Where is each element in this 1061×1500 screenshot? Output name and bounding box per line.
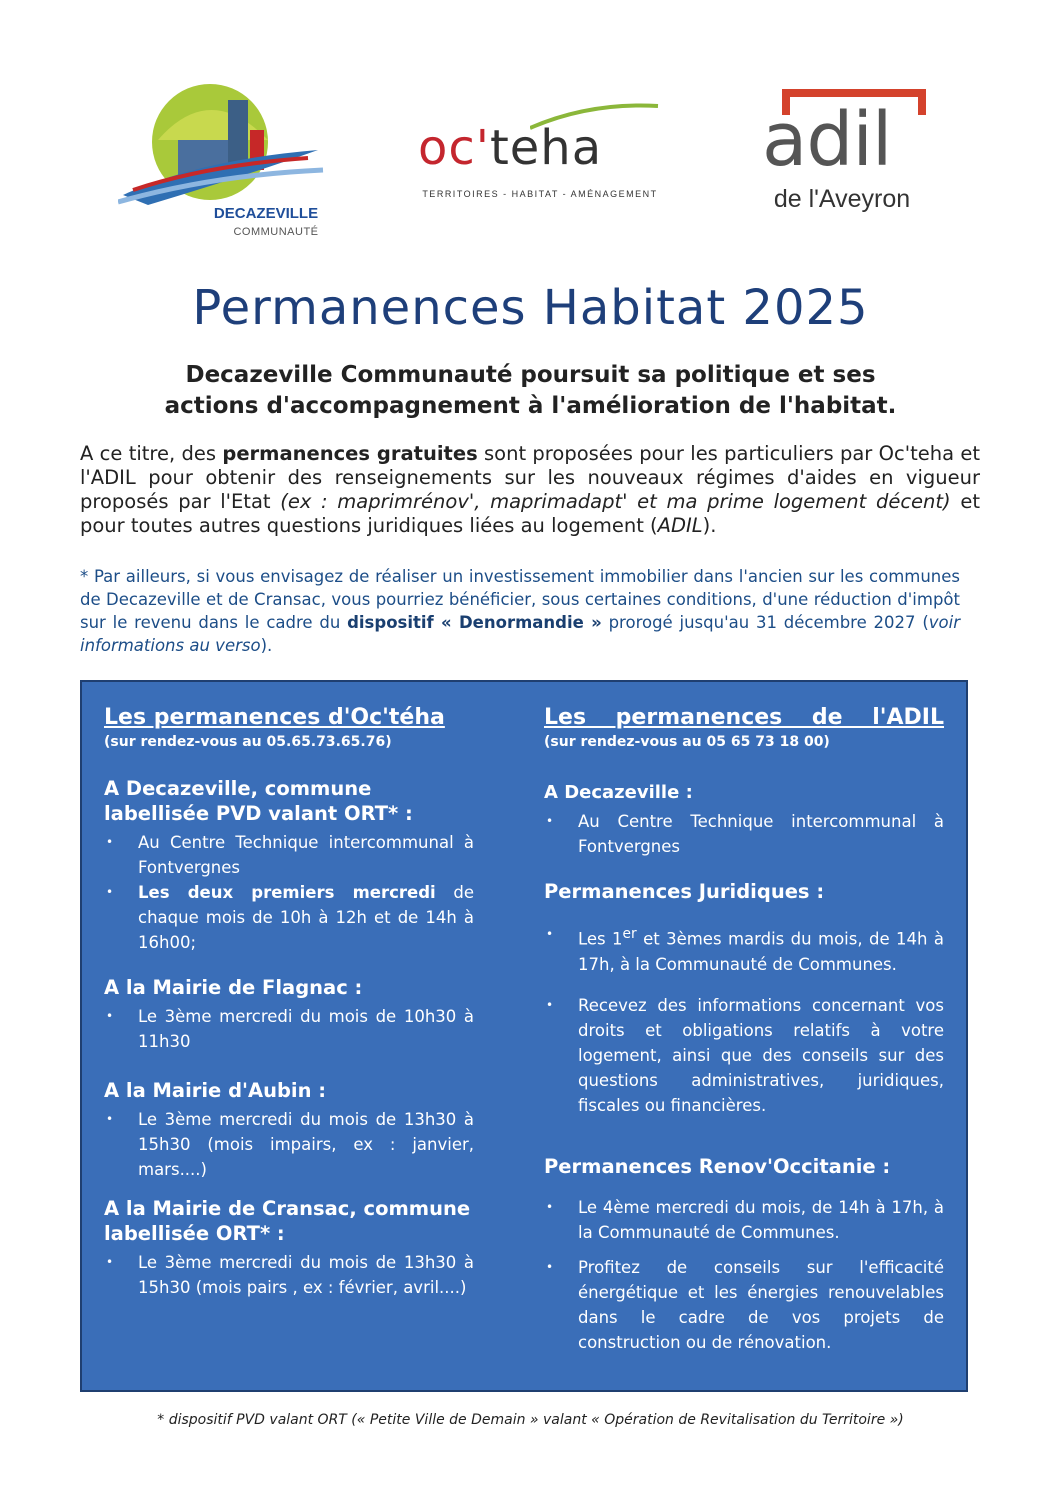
item-text: et 3èmes mardis du mois, de 14h à 17h, à la Communauté de Communes.: [578, 929, 944, 974]
adil-phone: (sur rendez-vous au 05 65 73 18 00): [544, 734, 830, 750]
list-item: [104, 880, 474, 955]
intro-text-3: et pour toutes autres questions juridiques liées au logement (: [80, 490, 980, 537]
permanences-box: [80, 680, 968, 1392]
list-item: • Profitez de conseils sur l'efficacité énergétique et les énergies renouvelables dans le cadre de vos projets de construction ou de rénovation.: [544, 1255, 944, 1355]
intro-text-2: sont proposées pour les particuliers par Oc'teha et l'ADIL pour obtenir des renseignements sur les nouveaux régimes d'aides en vigueur proposés par l'Etat: [80, 442, 980, 513]
list-item: [544, 922, 944, 977]
note-text-1: * Par ailleurs, si vous envisagez de réaliser un investissement immobilier dans l'ancien sur les communes de Decazeville et de Cransac, vous pourriez bénéficier, sous certaines conditions, d'une réduction d'impôt sur le revenu dans le cadre du: [80, 567, 960, 632]
list-item: • Le 3ème mercredi du mois de 13h30 à 15h30 (mois impairs, ex : janvier, mars....): [104, 1107, 474, 1182]
adil-section-decazeville: A Decazeville :: [544, 782, 693, 803]
logo-row: [0, 80, 1061, 250]
item-bold: Les deux premiers mercredi: [138, 883, 436, 902]
adil-logo: [752, 85, 952, 225]
octeha-tagline: TERRITOIRES - HABITAT - AMÉNAGEMENT: [422, 189, 658, 199]
intro-text-1: A ce titre, des: [80, 442, 223, 465]
decazeville-name: DECAZEVILLE: [213, 205, 319, 222]
list-item: • Le 4ème mercredi du mois, de 14h à 17h, à la Communauté de Communes.: [544, 1195, 944, 1245]
adil-section-juridiques: Permanences Juridiques :: [544, 880, 825, 903]
note-text-2: prorogé jusqu'au 31 décembre 2027 (: [601, 613, 929, 632]
intro-paragraph: [80, 442, 980, 538]
octeha-logo: [410, 102, 660, 202]
subtitle-line-1: Decazeville Communauté poursuit sa politique et ses: [185, 362, 876, 388]
octeha-section-flagnac: A la Mairie de Flagnac :: [104, 976, 363, 999]
footnote: * dispositif PVD valant ORT (« Petite Ville de Demain » valant « Opération de Revitalisation du Territoire »): [157, 1412, 904, 1428]
item-text: Les 1: [578, 929, 623, 949]
octeha-section-decazeville: A Decazeville, commune labellisée PVD valant ORT* :: [104, 777, 413, 825]
octeha-prefix: oc': [418, 120, 490, 176]
adil-column-title: Les permanences de l'ADIL: [544, 705, 944, 730]
item-sup: er: [622, 926, 637, 942]
adil-section-renov: Permanences Renov'Occitanie :: [544, 1154, 891, 1178]
adil-sub: de l'Aveyron: [773, 185, 911, 213]
list-item: • Au Centre Technique intercommunal à Fontvergnes: [104, 830, 474, 880]
octeha-phone: (sur rendez-vous au 05.65.73.65.76): [104, 734, 392, 750]
item-text: de chaque mois de 10h à 12h et de 14h à 16h00;: [138, 883, 474, 952]
intro-text-4: ).: [702, 514, 717, 537]
intro-italic-adil: ADIL: [657, 514, 703, 537]
octeha-suffix: teha: [489, 120, 603, 176]
octeha-section-aubin: A la Mairie d'Aubin :: [104, 1079, 327, 1102]
list-item: • Au Centre Technique intercommunal à Fontvergnes: [544, 809, 944, 859]
intro-italic: (ex : maprimrénov', maprimadapt' et ma prime logement décent): [280, 490, 951, 513]
octeha-column: [104, 704, 474, 1300]
denormandie-note: [80, 565, 960, 657]
decazeville-logo: [118, 80, 328, 250]
list-item: • Le 3ème mercredi du mois de 10h30 à 11h30: [104, 1004, 474, 1054]
list-item: • Le 3ème mercredi du mois de 13h30 à 15h30 (mois pairs , ex : février, avril....): [104, 1250, 474, 1300]
adil-column: [544, 704, 944, 1355]
intro-bold: permanences gratuites: [222, 442, 478, 465]
note-bold: dispositif « Denormandie »: [347, 613, 602, 632]
decazeville-emblem-icon: [118, 80, 328, 210]
adil-name: adil: [762, 97, 892, 183]
subtitle: [60, 360, 1001, 422]
decazeville-sub: COMMUNAUTÉ: [233, 226, 319, 238]
octeha-column-title: Les permanences d'Oc'téha: [104, 705, 445, 730]
octeha-section-cransac: A la Mairie de Cransac, commune labellisée ORT* :: [104, 1197, 471, 1245]
note-italic: voir informations au verso: [80, 613, 960, 655]
list-item: • Recevez des informations concernant vos droits et obligations relatifs à votre logement, ainsi que des conseils sur des questions administratives, juridiques, fiscales ou financières.: [544, 993, 944, 1118]
note-text-3: ).: [260, 636, 273, 655]
subtitle-line-2: actions d'accompagnement à l'amélioration de l'habitat.: [164, 393, 897, 419]
page-title: Permanences Habitat 2025: [192, 280, 869, 336]
